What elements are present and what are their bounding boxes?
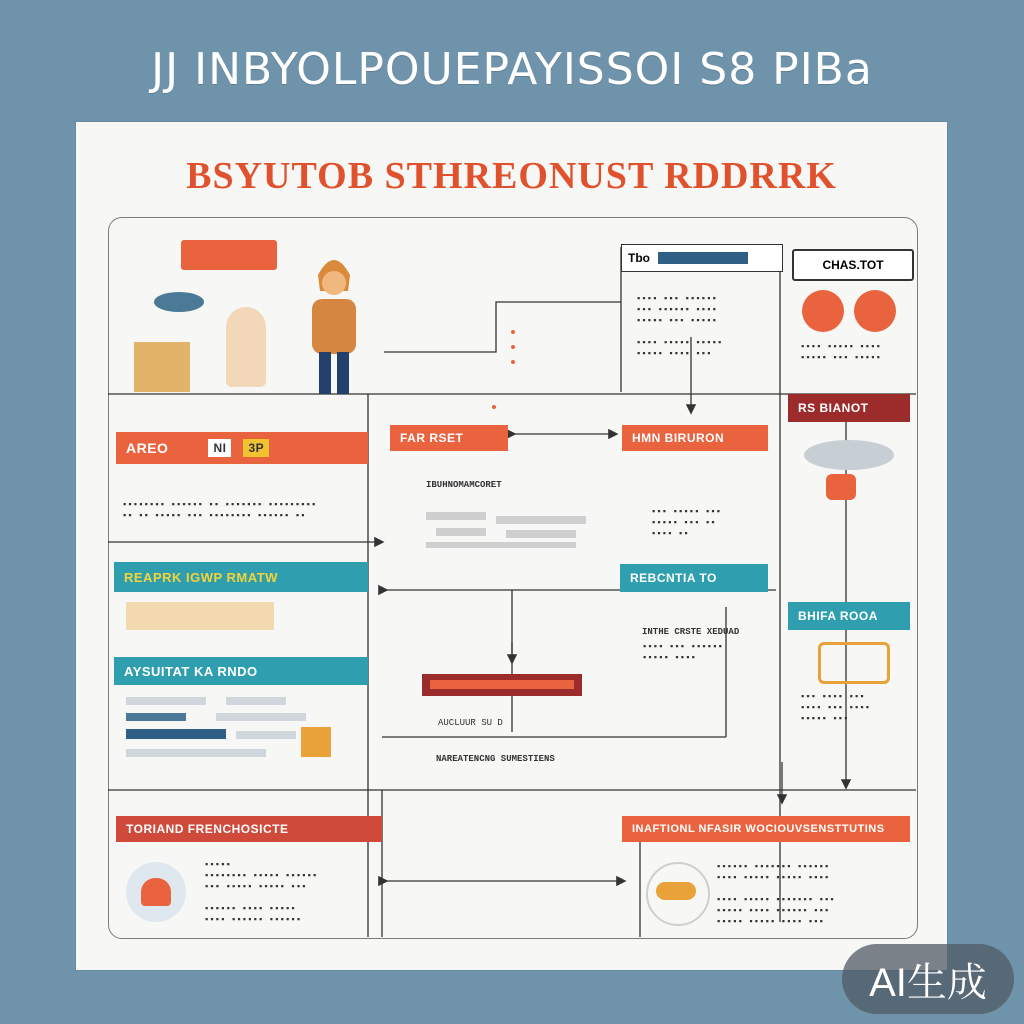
- face-icon-2: [854, 290, 896, 332]
- teal-label-3[interactable]: REBCNTIA TO: [620, 564, 768, 592]
- bar-caption: AUCLUUR SU D: [438, 718, 503, 728]
- teal-label-2[interactable]: AYSUITAT KA RNDO: [114, 657, 368, 685]
- frame-icon: [818, 642, 890, 684]
- bottom-right-icon: [646, 862, 710, 926]
- teal-label-2-bars: [126, 697, 366, 767]
- person-illustration: [304, 247, 364, 397]
- orange-label-1-text: AREO: [126, 440, 169, 456]
- right-tag-2[interactable]: BHIFA ROOA: [788, 602, 910, 630]
- bottom-left-icon: [126, 862, 186, 922]
- header-card-icon: [181, 240, 277, 270]
- mid-illustration: [426, 512, 596, 552]
- bottom-center-caption: NAREATENCNG SUMESTIENS: [436, 754, 555, 764]
- barcode-icon: [658, 252, 748, 264]
- bottom-right-icon-shape: [656, 882, 696, 900]
- poster-title: BSYUTOB STHREONUST RDDRRK: [186, 155, 837, 197]
- top-right-text: ▪▪▪▪ ▪▪▪▪▪ ▪▪▪▪ ▪▪▪▪▪ ▪▪▪ ▪▪▪▪▪: [800, 342, 882, 363]
- bottom-left-icon-shape: [141, 878, 171, 906]
- orange-label-2[interactable]: FAR RSET: [390, 425, 508, 451]
- face-icon-1: [802, 290, 844, 332]
- right-text-2: ▪▪▪ ▪▪▪▪ ▪▪▪ ▪▪▪▪ ▪▪▪ ▪▪▪▪ ▪▪▪▪▪ ▪▪▪: [800, 692, 871, 724]
- teal-label-1-image: [126, 602, 274, 630]
- teal-label-1[interactable]: REAPRK IGWP RMATW: [114, 562, 368, 592]
- label-icon-ni: NI: [208, 439, 231, 457]
- infographic-poster: [76, 122, 947, 970]
- top-center-text: ▪▪▪▪ ▪▪▪ ▪▪▪▪▪▪ ▪▪▪ ▪▪▪▪▪▪ ▪▪▪▪ ▪▪▪▪▪ ▪▪▪ ▪▪▪▪▪ ▪▪▪▪ ▪▪▪▪▪ ▪▪▪▪▪ ▪▪▪▪▪ ▪▪▪▪ ▪▪▪: [636, 294, 723, 359]
- bottom-label-right[interactable]: INAFTIONL NFASIR WOCIOUVSENSTTUTINS: [622, 816, 910, 842]
- bottom-right-text: ▪▪▪▪▪▪ ▪▪▪▪▪▪▪ ▪▪▪▪▪▪ ▪▪▪▪ ▪▪▪▪▪ ▪▪▪▪▪ ▪▪▪▪ ▪▪▪▪ ▪▪▪▪▪ ▪▪▪▪▪▪▪ ▪▪▪ ▪▪▪▪▪ ▪▪▪▪ ▪▪▪▪▪▪ ▪▪▪ ▪▪▪▪▪ ▪▪▪▪▪ ▪▪▪▪ ▪▪▪: [716, 862, 835, 927]
- top-center-tag-label: Tbo: [628, 251, 650, 265]
- mid-heading-2: INTHE CRSTE XEDUAD: [642, 627, 740, 637]
- mid-heading-2-text: ▪▪▪▪ ▪▪▪ ▪▪▪▪▪▪ ▪▪▪▪▪ ▪▪▪▪: [642, 642, 724, 663]
- top-right-tag: CHAS.TOT: [792, 249, 914, 281]
- mid-heading-1: IBUHNOMAMCORET: [426, 480, 502, 490]
- ai-generated-badge: AI生成: [842, 944, 1014, 1014]
- orange-label-3[interactable]: HMN BIRURON: [622, 425, 768, 451]
- worker-icon: [226, 307, 266, 387]
- dark-red-bar: [422, 674, 582, 696]
- box-icon: [134, 342, 190, 392]
- bottom-label-left[interactable]: TORIAND FRENCHOSICTE: [116, 816, 382, 842]
- bottom-left-text: ▪▪▪▪▪ ▪▪▪▪▪▪▪▪ ▪▪▪▪▪ ▪▪▪▪▪▪ ▪▪▪ ▪▪▪▪▪ ▪▪▪▪▪ ▪▪▪ ▪▪▪▪▪▪ ▪▪▪▪ ▪▪▪▪▪ ▪▪▪▪ ▪▪▪▪▪▪ ▪▪▪▪▪▪: [204, 860, 318, 925]
- hat-icon: [804, 440, 894, 470]
- mid-right-text: ▪▪▪ ▪▪▪▪▪ ▪▪▪ ▪▪▪▪▪ ▪▪▪ ▪▪ ▪▪▪▪ ▪▪: [651, 507, 722, 539]
- bird-icon: [154, 292, 204, 312]
- page-title: JJ INBYOLPOUEPAYISSOI S8 PIBa: [151, 44, 873, 95]
- orange-label-1: [116, 432, 368, 464]
- top-center-tag: [621, 244, 783, 272]
- dark-red-bar-fill: [430, 680, 574, 689]
- hand-icon: [826, 474, 856, 500]
- label-icon-3p: 3P: [243, 439, 269, 457]
- right-tag-1[interactable]: RS BIANOT: [788, 394, 910, 422]
- orange-label-1-text-block: ▪▪▪▪▪▪▪▪ ▪▪▪▪▪▪ ▪▪ ▪▪▪▪▪▪▪ ▪▪▪▪▪▪▪▪▪ ▪▪ ▪▪ ▪▪▪▪▪ ▪▪▪ ▪▪▪▪▪▪▪▪ ▪▪▪▪▪▪ ▪▪: [122, 500, 317, 521]
